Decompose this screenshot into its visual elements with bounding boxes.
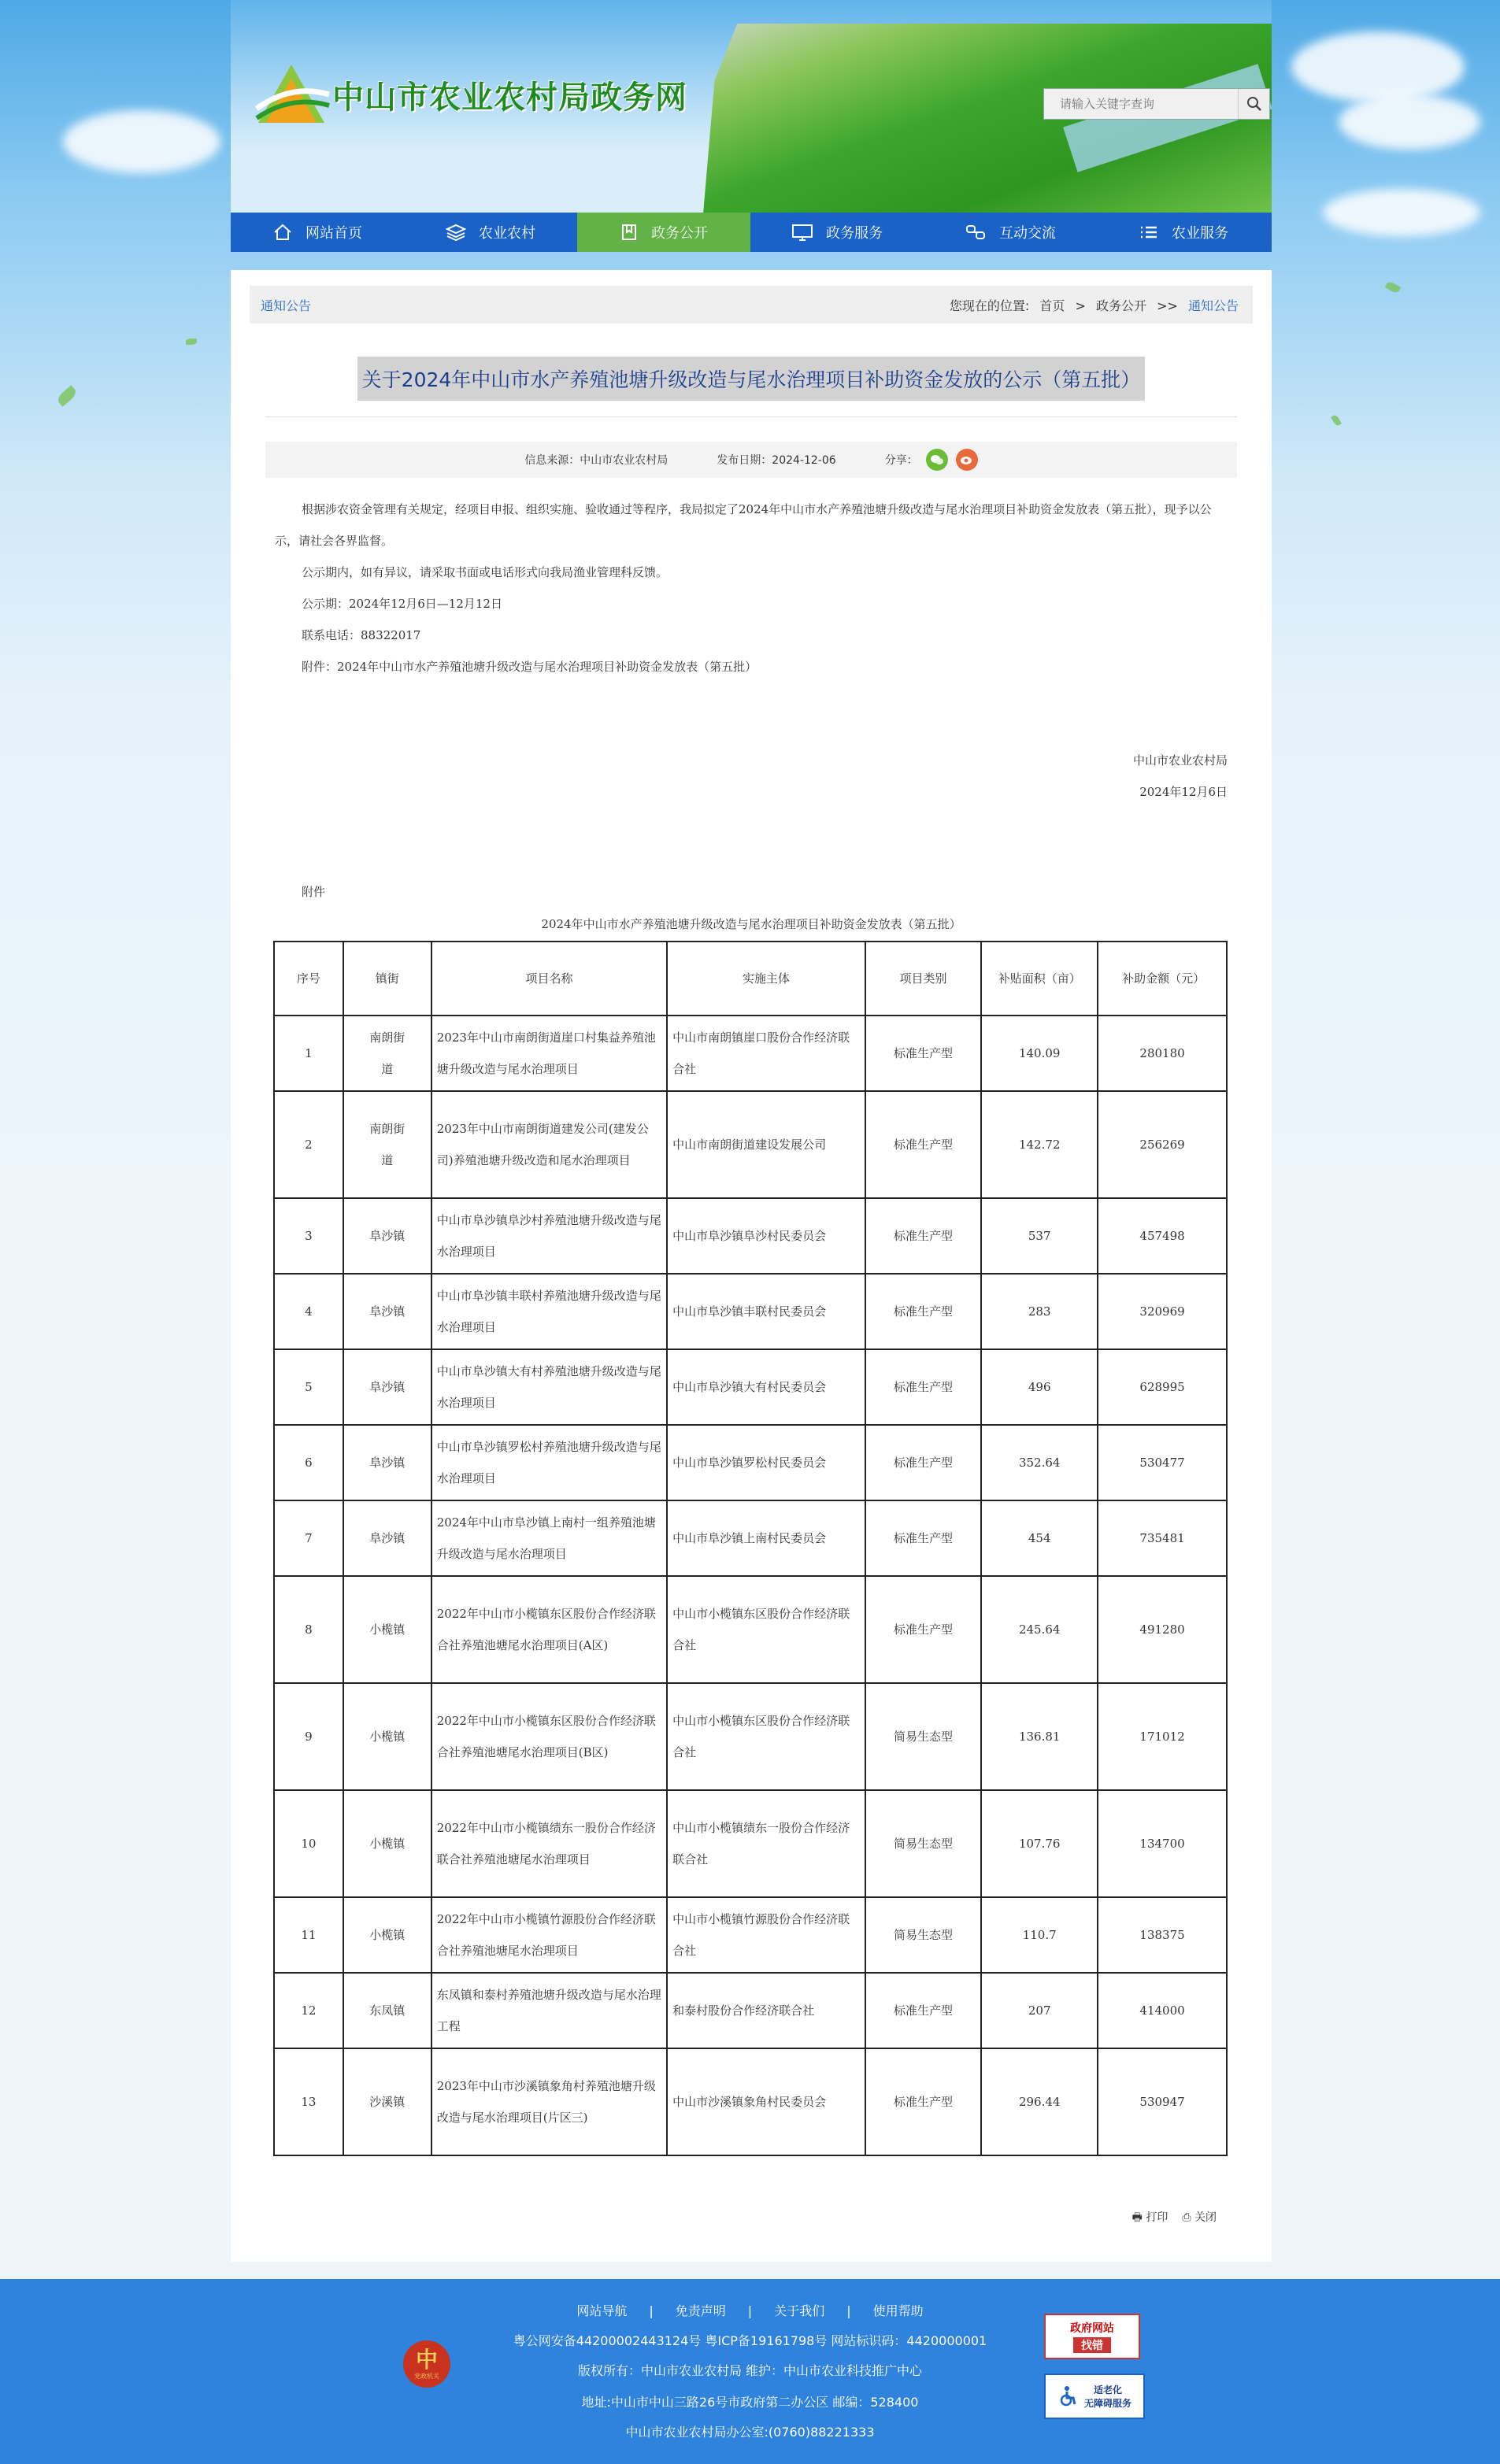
document-icon [620, 223, 639, 242]
print-button[interactable] [1132, 2209, 1169, 2228]
cell-index: 3 [274, 1198, 343, 1274]
cell-implementer: 中山市阜沙镇大有村民委员会 [667, 1349, 865, 1425]
table-row [274, 1091, 1227, 1198]
article-tools [1132, 2209, 1217, 2228]
cell-implementer: 中山市小榄镇东区股份合作经济联合社 [667, 1683, 865, 1790]
badge-title: 政府网站 [1070, 2322, 1114, 2335]
search-box [1043, 88, 1270, 120]
cell-index: 13 [274, 2048, 343, 2155]
nav-item-label: 政务公开 [651, 225, 708, 242]
cell-area: 496 [981, 1349, 1098, 1425]
breadcrumb [250, 286, 1253, 324]
emblem-caption: 党政机关 [414, 2372, 439, 2380]
cell-implementer: 中山市沙溪镇象角村民委员会 [667, 2048, 865, 2155]
cell-amount: 414000 [1098, 1973, 1227, 2048]
nav-item-label: 互动交流 [999, 225, 1056, 242]
cell-town: 南朗街道 [343, 1091, 431, 1198]
cell-town: 阜沙镇 [343, 1274, 431, 1349]
breadcrumb-home[interactable]: 首页 [1039, 298, 1065, 313]
cell-index: 6 [274, 1425, 343, 1500]
cell-project: 2023年中山市南朗街道建发公司(建发公司)养殖池塘升级改造和尾水治理项目 [431, 1091, 667, 1198]
cell-index: 1 [274, 1016, 343, 1091]
table-row [274, 1973, 1227, 2048]
footer-link-sitemap[interactable]: 网站导航 [576, 2303, 628, 2318]
cell-town: 南朗街道 [343, 1016, 431, 1091]
header-cell: 补贴面积（亩） [981, 942, 1098, 1016]
cell-index: 4 [274, 1274, 343, 1349]
cell-amount: 134700 [1098, 1790, 1227, 1897]
cell-amount: 457498 [1098, 1198, 1227, 1274]
main-nav [231, 213, 1272, 252]
leaf-decoration [1385, 280, 1402, 294]
cell-index: 11 [274, 1897, 343, 1973]
breadcrumb-section[interactable]: 政务公开 [1095, 298, 1146, 313]
nav-item-agri-services[interactable] [1097, 213, 1270, 252]
body-paragraph: 公示期：2024年12月6日—12月12日 [302, 597, 502, 611]
cell-category: 标准生产型 [865, 1198, 982, 1274]
cell-implementer: 和泰村股份合作经济联合社 [667, 1973, 865, 2048]
table-row [274, 1274, 1227, 1349]
attachment-label: 附件 [302, 885, 326, 899]
cell-index: 5 [274, 1349, 343, 1425]
footer-owner: 版权所有：中山市农业农村局 维护：中山市农业科技推广中心 [577, 2363, 923, 2378]
cell-amount: 530947 [1098, 2048, 1227, 2155]
cell-project: 东凤镇和泰村养殖池塘升级改造与尾水治理工程 [431, 1973, 667, 2048]
site-title: 中山市农业农村局政务网 [332, 79, 687, 116]
article-source: 信息来源：中山市农业农村局 [524, 454, 669, 467]
cell-amount: 256269 [1098, 1091, 1227, 1198]
link-icon [965, 223, 987, 242]
cell-project: 2024年中山市阜沙镇上南村一组养殖池塘升级改造与尾水治理项目 [431, 1500, 667, 1576]
cell-amount: 530477 [1098, 1425, 1227, 1500]
table-row [274, 1500, 1227, 1576]
cell-amount: 171012 [1098, 1683, 1227, 1790]
header-cell: 实施主体 [667, 942, 865, 1016]
cell-town: 小榄镇 [343, 1897, 431, 1973]
footer-link-help[interactable]: 使用帮助 [872, 2303, 924, 2318]
cell-project: 2022年中山市小榄镇绩东一股份合作经济联合社养殖池塘尾水治理项目 [431, 1790, 667, 1897]
cell-category: 标准生产型 [865, 1016, 982, 1091]
cloud-decoration [1291, 31, 1465, 102]
cell-town: 小榄镇 [343, 1683, 431, 1790]
nav-item-agriculture[interactable] [404, 213, 577, 252]
nav-item-label: 农业农村 [479, 225, 535, 242]
article-date: 发布日期：2024-12-06 [717, 454, 836, 467]
nav-item-label: 农业服务 [1172, 225, 1228, 242]
cell-category: 标准生产型 [865, 1500, 982, 1576]
table-row [274, 1198, 1227, 1274]
layers-icon [446, 223, 466, 242]
cloud-decoration [63, 110, 220, 173]
cell-area: 283 [981, 1274, 1098, 1349]
table-row [274, 1683, 1227, 1790]
cell-category: 标准生产型 [865, 1091, 982, 1198]
cell-category: 简易生态型 [865, 1683, 982, 1790]
monitor-icon [791, 223, 813, 242]
nav-item-interaction[interactable] [924, 213, 1097, 252]
leaf-decoration [56, 385, 79, 406]
cell-implementer: 中山市南朗镇崖口股份合作经济联合社 [667, 1016, 865, 1091]
nav-item-home[interactable] [231, 213, 404, 252]
cell-area: 110.7 [981, 1897, 1098, 1973]
table-row [274, 1425, 1227, 1500]
subsidy-table [273, 941, 1228, 2156]
breadcrumb-current[interactable]: 通知公告 [1187, 298, 1239, 313]
cell-implementer: 中山市阜沙镇上南村民委员会 [667, 1500, 865, 1576]
print-label: 打印 [1146, 2211, 1169, 2224]
location-prefix: 您现在的位置: [949, 298, 1030, 313]
cell-index: 2 [274, 1091, 343, 1198]
home-icon [272, 223, 293, 242]
cell-area: 107.76 [981, 1790, 1098, 1897]
cell-project: 中山市阜沙镇大有村养殖池塘升级改造与尾水治理项目 [431, 1349, 667, 1425]
cell-amount: 138375 [1098, 1897, 1227, 1973]
cell-project: 2022年中山市小榄镇东区股份合作经济联合社养殖池塘尾水治理项目(B区) [431, 1683, 667, 1790]
footer-icp: 粤公网安备44200002443124号 粤ICP备19161798号 网站标识码：4420000001 [513, 2333, 987, 2348]
body-paragraph: 公示期内，如有异议，请采取书面或电话形式向我局渔业管理科反馈。 [302, 565, 669, 579]
location-path [946, 296, 1242, 314]
cell-area: 245.64 [981, 1576, 1098, 1683]
cell-area: 142.72 [981, 1091, 1098, 1198]
gov-site-error-report-badge[interactable] [1044, 2314, 1140, 2359]
search-icon [1246, 96, 1262, 112]
printer-icon: 🖶 [1131, 2211, 1143, 2224]
table-row [274, 1897, 1227, 1973]
breadcrumb-sep: > [1075, 298, 1086, 313]
cell-town: 小榄镇 [343, 1790, 431, 1897]
cell-index: 12 [274, 1973, 343, 2048]
badge-subtitle: 找错 [1073, 2337, 1111, 2353]
close-window-icon: ⎙ [1182, 2211, 1191, 2224]
search-button[interactable] [1238, 89, 1269, 119]
cell-category: 标准生产型 [865, 1274, 982, 1349]
table-header-row [274, 942, 1227, 1016]
nav-item-gov-affairs[interactable] [577, 213, 750, 252]
cell-category: 标准生产型 [865, 1576, 982, 1683]
badge2-text [1084, 2383, 1131, 2410]
cell-category: 标准生产型 [865, 1973, 982, 2048]
cell-implementer: 中山市阜沙镇阜沙村民委员会 [667, 1198, 865, 1274]
cell-index: 7 [274, 1500, 343, 1576]
cell-index: 10 [274, 1790, 343, 1897]
cloud-decoration [1339, 94, 1480, 150]
footer-phone: 中山市农业农村局办公室:(0760)88221333 [625, 2425, 875, 2440]
content-panel [231, 270, 1272, 2262]
cell-category: 简易生态型 [865, 1790, 982, 1897]
share-label: 分享： [884, 454, 918, 467]
close-label: 关闭 [1194, 2211, 1217, 2224]
wheelchair-icon [1057, 2385, 1080, 2407]
nav-item-label: 政务服务 [826, 225, 883, 242]
body-paragraph: 根据涉农资金管理有关规定，经项目申报、组织实施、验收通过等程序，我局拟定了2024年中山市水产养殖池塘升级改造与尾水治理项目补助资金发放表（第五批），现予以公示，请社会各界监督。 [275, 502, 1212, 548]
cell-town: 小榄镇 [343, 1576, 431, 1683]
cell-project: 2023年中山市沙溪镇象角村养殖池塘升级改造与尾水治理项目(片区三) [431, 2048, 667, 2155]
cell-implementer: 中山市小榄镇竹源股份合作经济联合社 [667, 1897, 865, 1973]
cell-index: 9 [274, 1683, 343, 1790]
cell-amount: 320969 [1098, 1274, 1227, 1349]
cell-implementer: 中山市小榄镇东区股份合作经济联合社 [667, 1576, 865, 1683]
table-row [274, 2048, 1227, 2155]
cell-area: 454 [981, 1500, 1098, 1576]
breadcrumb-sep: >> [1157, 298, 1178, 313]
header-cell: 镇街 [343, 942, 431, 1016]
table-row [274, 1016, 1227, 1091]
cell-town: 东凤镇 [343, 1973, 431, 2048]
footer-link-sep: | [747, 2303, 753, 2318]
cell-category: 标准生产型 [865, 1349, 982, 1425]
cell-town: 阜沙镇 [343, 1425, 431, 1500]
cell-town: 阜沙镇 [343, 1349, 431, 1425]
nav-item-gov-services[interactable] [750, 213, 924, 252]
cell-area: 140.09 [981, 1016, 1098, 1091]
footer-link-disclaimer[interactable]: 免责声明 [675, 2303, 726, 2318]
leaf-decoration [186, 339, 197, 345]
close-button[interactable] [1182, 2209, 1217, 2228]
cell-project: 2022年中山市小榄镇竹源股份合作经济联合社养殖池塘尾水治理项目 [431, 1897, 667, 1973]
signer: 中山市农业农村局 [1132, 753, 1228, 768]
cell-area: 207 [981, 1973, 1098, 2048]
cell-amount: 280180 [1098, 1016, 1227, 1091]
site-logo[interactable] [250, 60, 687, 129]
list-icon [1139, 223, 1159, 242]
article-title-wrap [231, 357, 1272, 401]
cell-town: 阜沙镇 [343, 1198, 431, 1274]
cell-implementer: 中山市阜沙镇罗松村民委员会 [667, 1425, 865, 1500]
cell-category: 简易生态型 [865, 1897, 982, 1973]
cell-implementer: 中山市南朗街道建设发展公司 [667, 1091, 865, 1198]
cell-amount: 628995 [1098, 1349, 1227, 1425]
logo-mark-icon [250, 60, 332, 129]
nav-item-label: 网站首页 [306, 225, 362, 242]
emblem-char: 中 [415, 2346, 438, 2373]
badge-title: 适老化 [1093, 2384, 1122, 2396]
cell-index: 8 [274, 1576, 343, 1683]
party-gov-emblem-icon[interactable] [403, 2340, 450, 2388]
badge-subtitle: 无障碍服务 [1083, 2398, 1131, 2409]
cell-area: 136.81 [981, 1683, 1098, 1790]
sign-date: 2024年12月6日 [1139, 785, 1228, 799]
cell-town: 阜沙镇 [343, 1500, 431, 1576]
article-title: 关于2024年中山市水产养殖池塘升级改造与尾水治理项目补助资金发放的公示（第五批） [357, 357, 1146, 401]
cell-area: 537 [981, 1198, 1098, 1274]
cell-area: 352.64 [981, 1425, 1098, 1500]
cell-project: 2023年中山市南朗街道崖口村集益养殖池塘升级改造与尾水治理项目 [431, 1016, 667, 1091]
footer [0, 2279, 1500, 2464]
cell-category: 标准生产型 [865, 1425, 982, 1500]
footer-link-sep: | [846, 2303, 851, 2318]
footer-link-about[interactable]: 关于我们 [774, 2303, 825, 2318]
cell-implementer: 中山市阜沙镇丰联村民委员会 [667, 1274, 865, 1349]
leaf-decoration [1331, 414, 1342, 427]
divider [265, 416, 1237, 417]
cell-project: 2022年中山市小榄镇东区股份合作经济联合社养殖池塘尾水治理项目(A区) [431, 1576, 667, 1683]
cell-implementer: 中山市小榄镇绩东一股份合作经济联合社 [667, 1790, 865, 1897]
cell-amount: 735481 [1098, 1500, 1227, 1576]
header-cell: 序号 [274, 942, 343, 1016]
weibo-share-icon[interactable] [956, 449, 978, 471]
cell-town: 沙溪镇 [343, 2048, 431, 2155]
attachment-line[interactable]: 附件：2024年中山市水产养殖池塘升级改造与尾水治理项目补助资金发放表（第五批） [302, 660, 757, 674]
header-cell: 补助金额（元） [1098, 942, 1227, 1016]
table-caption: 2024年中山市水产养殖池塘升级改造与尾水治理项目补助资金发放表（第五批） [541, 917, 961, 931]
article-meta [265, 442, 1237, 478]
cell-project: 中山市阜沙镇罗松村养殖池塘升级改造与尾水治理项目 [431, 1425, 667, 1500]
share-bar [885, 449, 978, 471]
cloud-decoration [1323, 189, 1480, 236]
wechat-share-icon[interactable] [926, 449, 948, 471]
table-row [274, 1576, 1227, 1683]
cell-project: 中山市阜沙镇阜沙村养殖池塘升级改造与尾水治理项目 [431, 1198, 667, 1274]
accessibility-service-badge[interactable] [1044, 2373, 1145, 2419]
cell-project: 中山市阜沙镇丰联村养殖池塘升级改造与尾水治理项目 [431, 1274, 667, 1349]
cell-area: 296.44 [981, 2048, 1098, 2155]
footer-address: 地址:中山市中山三路26号市政府第二办公区 邮编：528400 [581, 2395, 919, 2410]
footer-links [0, 2301, 1500, 2319]
table-row [274, 1349, 1227, 1425]
footer-link-sep: | [649, 2303, 654, 2318]
table-row [274, 1790, 1227, 1897]
body-paragraph: 联系电话：88322017 [302, 628, 421, 642]
search-input[interactable] [1044, 89, 1238, 119]
cell-amount: 491280 [1098, 1576, 1227, 1683]
category-label[interactable]: 通知公告 [261, 298, 312, 313]
header-cell: 项目名称 [431, 942, 667, 1016]
header-cell: 项目类别 [865, 942, 982, 1016]
cell-category: 标准生产型 [865, 2048, 982, 2155]
